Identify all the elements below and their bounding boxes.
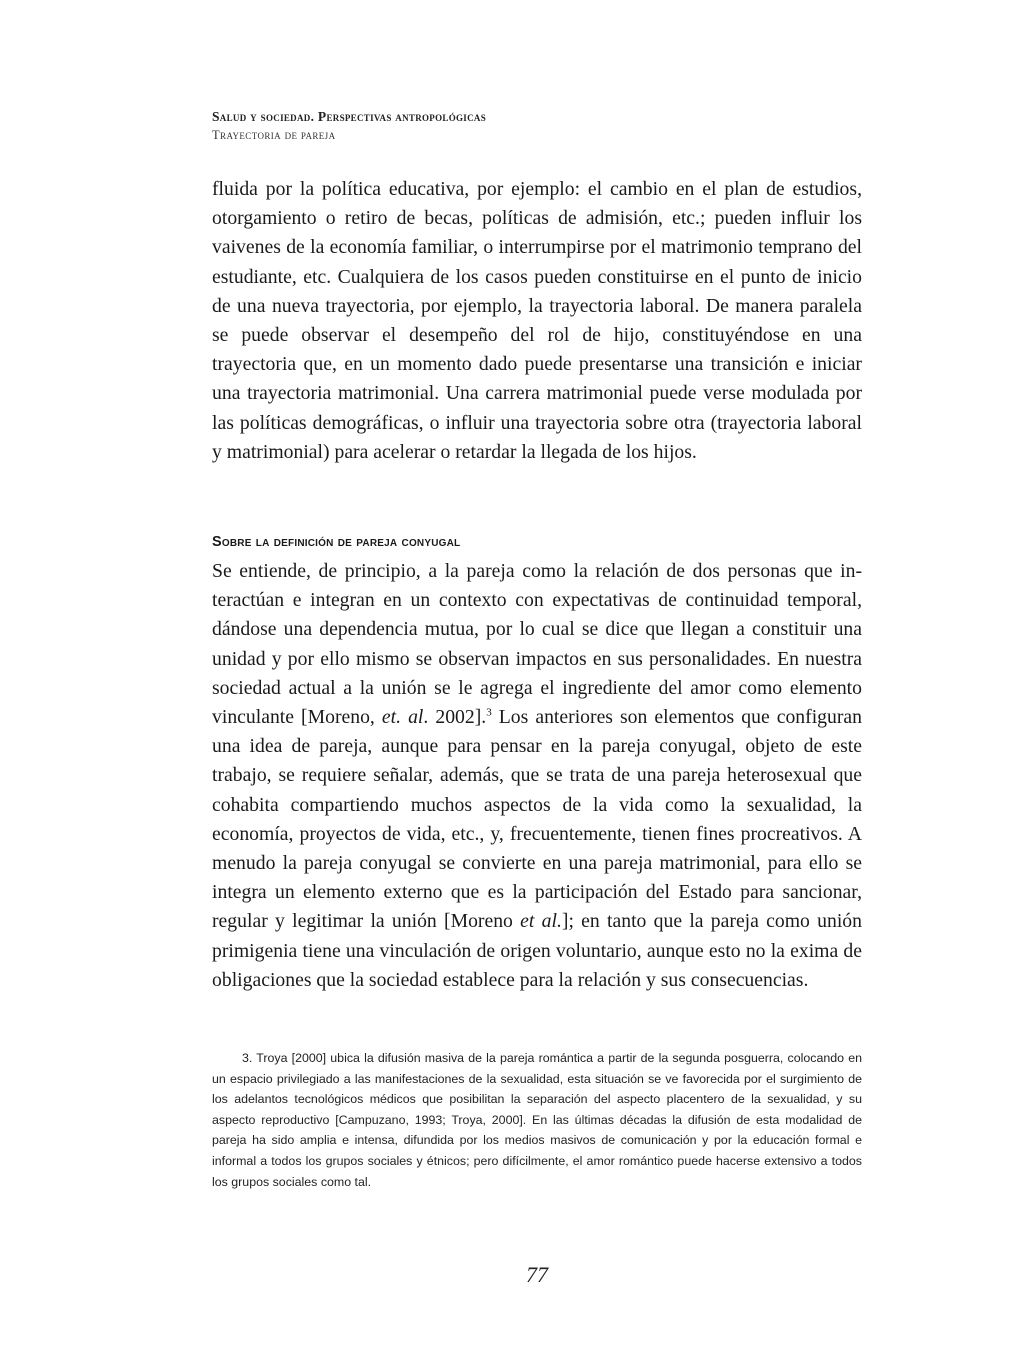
page-number: 77 [526,1262,548,1287]
paragraph-text: ]; en tanto que la pareja como unión primigenia tiene una vinculación de origen voluntario, aunque esto no la exima de obligaciones que la sociedad establece para la relación y sus consecuencias. [212,910,862,991]
book-page [212,0,862,1372]
paragraph-text: Se entiende, de principio, a la pareja como la relación de dos personas que interactúan e integran en un contexto con expectativas de continuidad temporal, dándose una dependencia mutua, por lo cual se dice que llegan a constituir una unidad y por ello mismo se observan impactos en sus personalidades. En nuestra sociedad actual a la unión se le agrega el ingrediente del amor como elemento vinculante [Moreno, [212,560,862,729]
section-heading: Sobre la definición de pareja conyugal [212,534,461,550]
citation-italic: et al. [520,910,562,933]
chapter-title: Trayectoria de pareja [212,128,336,142]
body-paragraph-1: fluida por la política educativa, por ejemplo: el cambio en el plan de estudios, otorgamiento o retiro de becas, políticas de admisión, etc.; pueden influir los vaivenes de la economía familiar, o interrumpirse por el matrimonio temprano del estudiante, etc. Cualquiera de los casos pueden constituirse en el punto de inicio de una nueva trayectoria, por ejemplo, la trayectoria laboral. De manera paralela se puede observar el desempeño del rol de hijo, constituyéndose en una trayectoria que, en un momento dado puede presentarse una transición e iniciar una trayectoria matrimonial. Una carrera matrimonial puede verse modulada por las políticas demográficas, o influir una trayectoria sobre otra (trayectoria laboral y matrimonial) para acelerar o retardar la llegada de los hijos. [212,178,862,463]
body-paragraph-2 [212,557,862,995]
citation-italic: et. al [381,706,424,729]
book-title: Salud y sociedad. Perspectivas antropológicas [212,109,487,124]
footnote-marker[interactable]: 3 [486,706,492,719]
paragraph-text: . 2002]. [423,706,487,729]
paragraph-text: Los anteriores son elementos que configuran una idea de pareja, aunque para pensar en la pareja conyugal, objeto de este trabajo, se requiere señalar, además, que se trata de una pareja heterosexual que cohabita compartiendo muchos aspectos de la vida como la sexualidad, la economía, proyectos de vida, etc., y, frecuentemente, tienen fines procreativos. A menudo la pareja conyugal se convierte en una pareja matrimonial, para ello se integra un elemento externo que es la participación del Estado para sancionar, regular y legitimar la unión [Moreno [212,706,863,933]
footnote-3: 3. Troya [2000] ubica la difusión masiva de la pareja romántica a partir de la segunda posguerra, colocando en un espacio privilegiado a las manifestaciones de la sexualidad, esta situación se ve favorecida por el surgimiento de los adelantos tecnológicos médicos que posibilitan la separación del aspecto placentero de la sexualidad, y su aspecto reproductivo [Campuzano, 1993; Troya, 2000]. En las últimas décadas la difusión de esta modalidad de pareja ha sido amplia e intensa, difundida por los medios masivos de comunicación y por la educación formal e informal a todos los grupos sociales y étnicos; pero difícilmente, el amor romántico puede hacerse extensivo a todos los grupos sociales como tal. [212,1051,862,1189]
running-head [212,108,862,144]
